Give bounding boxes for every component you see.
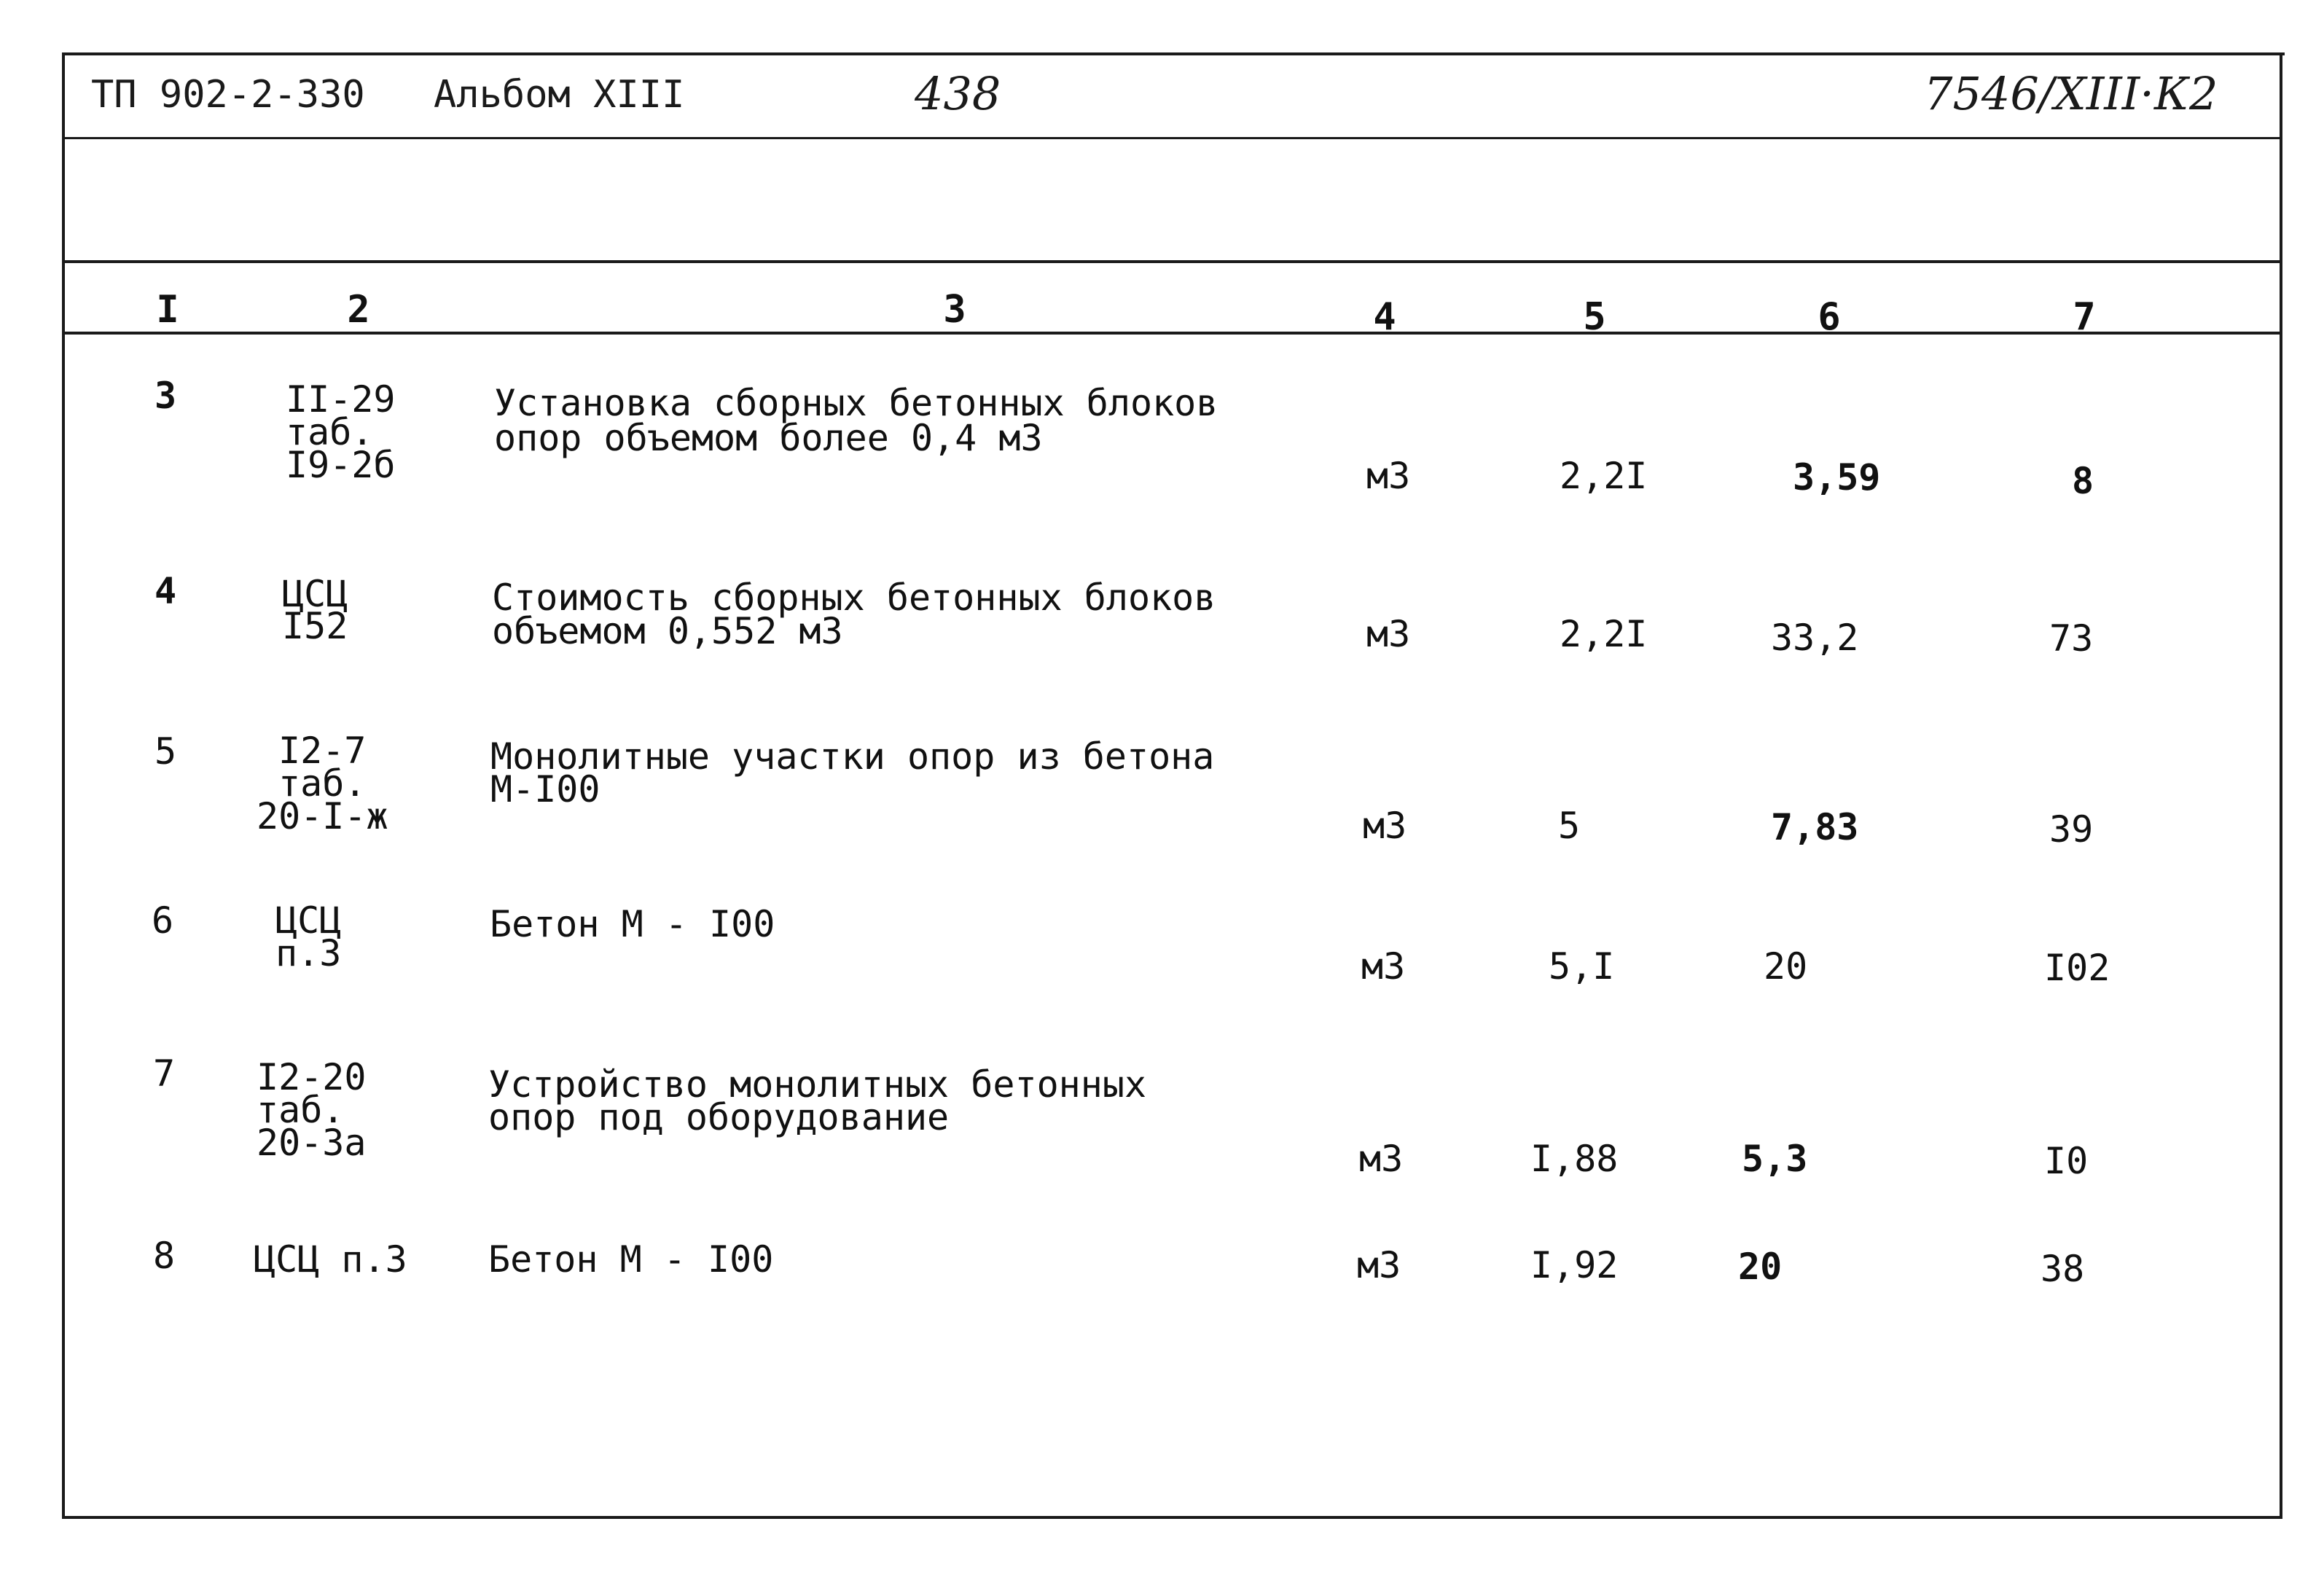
row-code-line: I9-2б <box>286 444 396 486</box>
row-description-line: Стоимость сборных бетонных блоков <box>492 577 1216 619</box>
row-code-line: таб. <box>278 762 367 805</box>
row-unit: м3 <box>1366 455 1411 497</box>
row-code-line: II-29 <box>286 378 396 421</box>
row-description-line: Устройство монолитных бетонных <box>488 1063 1147 1106</box>
row-description-line: опор под оборудование <box>488 1096 950 1138</box>
row-quantity: 2,2I <box>1560 455 1648 497</box>
column-number: 4 <box>1373 295 1396 339</box>
row-code-line: ЦСЦ <box>275 899 342 942</box>
page-number: 438 <box>915 67 1001 120</box>
row-quantity: 5 <box>1558 805 1581 847</box>
row-unit-price: 20 <box>1764 945 1808 988</box>
frame-bottom <box>62 1516 2282 1519</box>
row-number: 4 <box>154 570 177 612</box>
row-unit-price: 5,3 <box>1742 1138 1808 1180</box>
row-total: I02 <box>2044 947 2110 989</box>
row-code-line: 20-I-ж <box>257 795 388 837</box>
doc-code: ТП 902-2-330 <box>91 73 365 117</box>
row-number: 7 <box>153 1052 176 1095</box>
row-code-line: ЦСЦ п.3 <box>254 1238 407 1281</box>
table-header-line <box>62 332 2282 335</box>
row-total: 8 <box>2072 460 2094 502</box>
row-unit-price: 20 <box>1738 1246 1783 1288</box>
row-total: 73 <box>2049 617 2094 660</box>
column-number: 7 <box>2073 295 2096 339</box>
row-code-line: таб. <box>286 411 374 453</box>
row-number: 3 <box>154 375 177 417</box>
row-total: I0 <box>2044 1140 2089 1182</box>
row-unit: м3 <box>1366 613 1411 655</box>
row-description-line: объемом 0,552 м3 <box>492 610 843 652</box>
row-code-line: I52 <box>282 605 348 647</box>
row-unit-price: 33,2 <box>1771 617 1859 659</box>
row-number: 6 <box>152 899 174 942</box>
row-quantity: I,88 <box>1530 1138 1619 1180</box>
row-quantity: 2,2I <box>1560 613 1648 655</box>
row-unit: м3 <box>1361 945 1406 988</box>
row-total: 39 <box>2049 808 2094 851</box>
column-number: 5 <box>1583 295 1606 339</box>
column-number: 3 <box>943 288 966 332</box>
row-number: 5 <box>154 730 177 773</box>
row-code-line: таб. <box>257 1089 345 1131</box>
row-code-line: ЦСЦ <box>282 573 348 615</box>
frame-left <box>62 52 65 1517</box>
row-description-line: Монолитные участки опор из бетона <box>490 735 1215 778</box>
row-description-line: опор объемом более 0,4 м3 <box>494 417 1043 459</box>
row-description-line: М-I00 <box>490 768 600 810</box>
row-unit: м3 <box>1359 1138 1404 1180</box>
row-code-line: I2-20 <box>257 1056 367 1098</box>
row-number: 8 <box>153 1235 176 1277</box>
table-top-line <box>62 260 2282 263</box>
row-code-line: п.3 <box>275 932 342 974</box>
row-description-line: Бетон М - I00 <box>490 903 775 945</box>
column-number: 2 <box>347 288 370 332</box>
row-description-line: Установка сборных бетонных блоков <box>494 382 1218 424</box>
album-label: Альбом XIII <box>434 73 685 117</box>
column-number: 6 <box>1818 295 1841 339</box>
column-number: I <box>156 288 179 332</box>
row-description-line: Бетон М - I00 <box>488 1238 774 1281</box>
row-total: 38 <box>2041 1248 2085 1290</box>
row-code-line: 20-3а <box>257 1122 367 1164</box>
header-divider <box>62 137 2282 139</box>
row-unit: м3 <box>1363 805 1407 847</box>
inventory-number: 7546/XIII·К2 <box>1924 67 2218 120</box>
row-unit: м3 <box>1357 1244 1401 1286</box>
row-unit-price: 7,83 <box>1771 806 1859 848</box>
row-code-line: I2-7 <box>278 730 367 772</box>
row-unit-price: 3,59 <box>1793 456 1881 499</box>
row-quantity: 5,I <box>1549 945 1615 988</box>
row-quantity: I,92 <box>1530 1244 1619 1286</box>
frame-right <box>2280 52 2282 1517</box>
frame-top <box>62 52 2285 55</box>
